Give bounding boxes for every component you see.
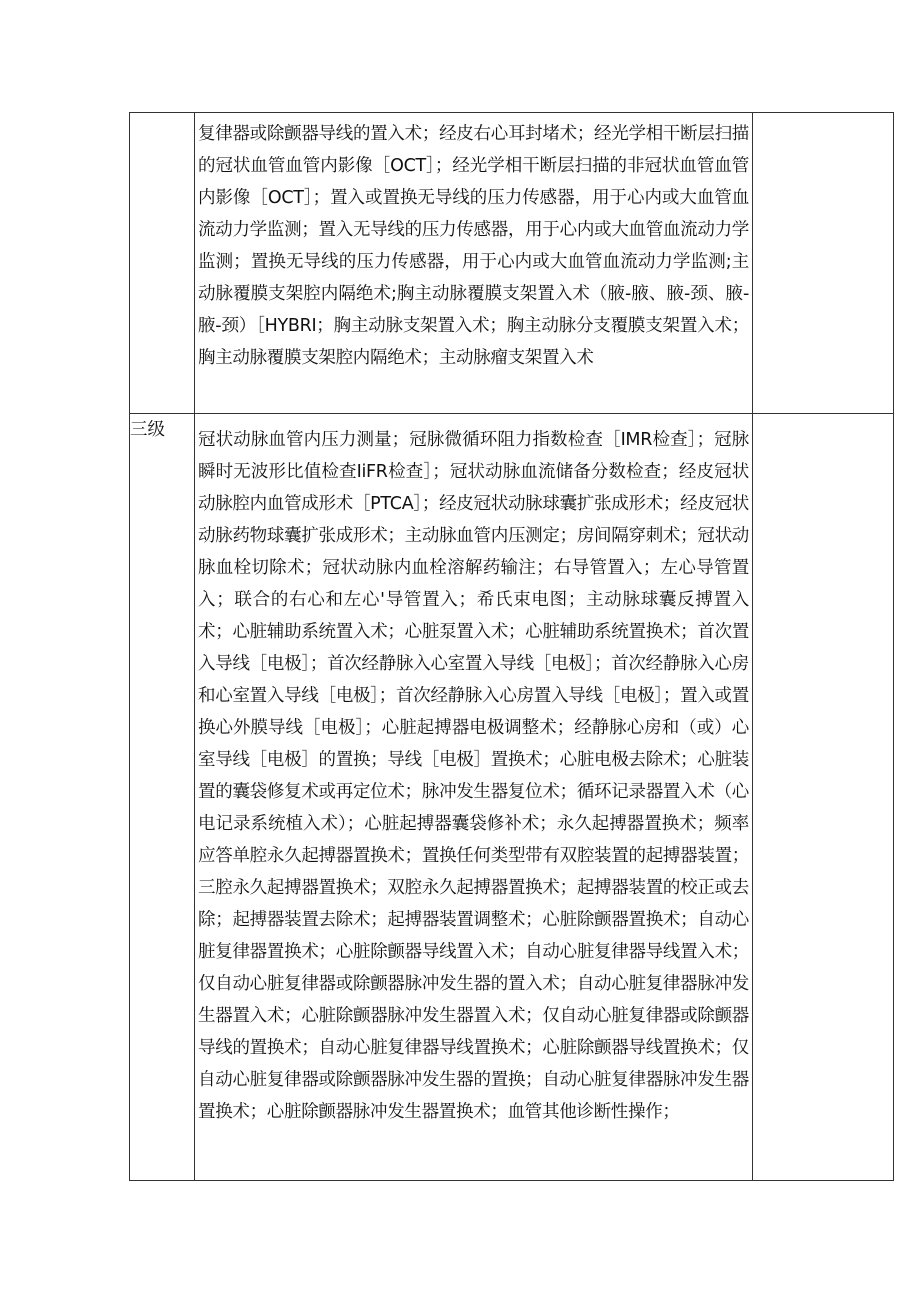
level-cell: 三级 <box>130 414 195 1181</box>
procedures-cell <box>195 414 753 1181</box>
note-cell <box>753 113 894 414</box>
procedures-text: 复律器或除颤器导线的置入术；经皮右心耳封堵术；经光学相干断层扫描的冠状血管血管内影像［OCT］；经光学相干断层扫描的非冠状血管血管内影像［OCT］；置入或置换无导线的压力传感器，用于心内或大血管血流动力学监测；置入无导线的压力传感器，用于心内或大血管血流动力学监测；置换无导线的压力传感器，用于心内或大血管血流动力学监测;主动脉覆膜支架腔内隔绝术;胸主动脉覆膜支架置入术（腋-腋、腋-颈、腋-腋-颈）［HYBRI；胸主动脉支架置入术；胸主动脉分支覆膜支架置入术；胸主动脉覆膜支架腔内隔绝术；主动脉瘤支架置入术 <box>198 124 749 368</box>
level-cell <box>130 113 195 414</box>
procedures-text: 冠状动脉血管内压力测量；冠脉微循环阻力指数检查［IMR检查］；冠脉瞬时无波形比值检查IiFR检查］；冠状动脉血流储备分数检查；经皮冠状动脉腔内血管成形术［PTCA］；经皮冠状动脉球囊扩张成形术；经皮冠状动脉药物球囊扩张成形术；主动脉血管内压测定；房间隔穿刺术；冠状动脉血栓切除术；冠状动脉内血栓溶解药输注；右导管置入；左心导管置入；联合的右心和左心'导管置入；希氏束电图；主动脉球囊反搏置入术；心脏辅助系统置入术；心脏泵置入术；心脏辅助系统置换术；首次置入导线［电极］；首次经静脉入心室置入导线［电极］；首次经静脉入心房和心室置入导线［电极］；首次经静脉入心房置入导线［电极］；置入或置换心外膜导线［电极］；心脏起搏器电极调整术；经静脉心房和（或）心室导线［电极］的置换；导线［电极］置换术；心脏电极去除术；心脏装置的囊袋修复术或再定位术；脉冲发生器复位术；循环记录器置入术（心电记录系统植入术）；心脏起搏器囊袋修补术；永久起搏器置换术；频率应答单腔永久起搏器置换术；置换任何类型带有双腔装置的起搏器装置；三腔永久起搏器置换术；双腔永久起搏器置换术；起搏器装置的校正或去除；起搏器装置去除术；起搏器装置调整术；心脏除颤器置换术；自动心脏复律器置换术；心脏除颤器导线置入术；自动心脏复律器导线置入术；仅自动心脏复律器或除颤器脉冲发生器的置入术；自动心脏复律器脉冲发生器置入术；心脏除颤器脉冲发生器置入术；仅自动心脏复律器或除颤器导线的置换术；自动心脏复律器导线置换术；心脏除颤器导线置换术；仅自动心脏复律器或除颤器脉冲发生器的置换；自动心脏复律器脉冲发生器置换术；心脏除颤器脉冲发生器置换术；血管其他诊断性操作； <box>198 430 749 1122</box>
table-row <box>130 113 894 414</box>
table-row <box>130 414 894 1181</box>
note-cell <box>753 414 894 1181</box>
procedure-table <box>129 112 894 1181</box>
procedures-cell <box>195 113 753 414</box>
